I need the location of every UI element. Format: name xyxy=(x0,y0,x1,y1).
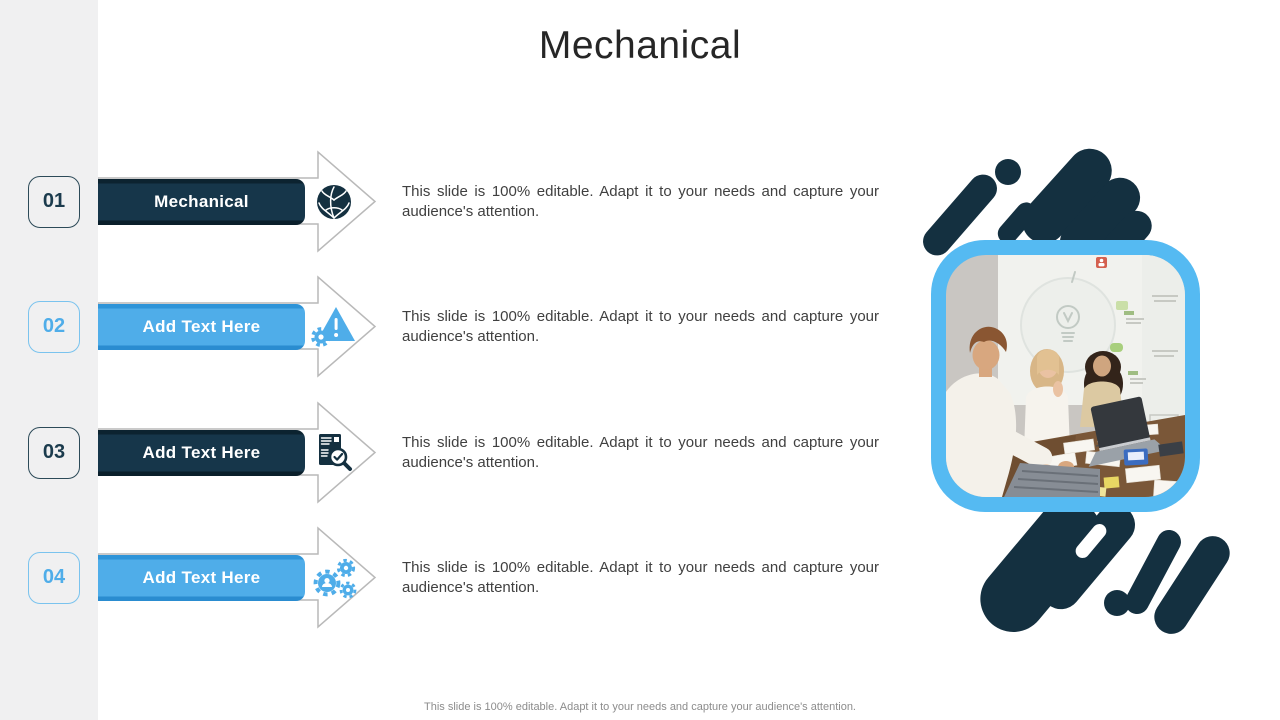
list-row-02 xyxy=(28,274,888,380)
list-row-04 xyxy=(28,525,888,631)
step-title-banner[interactable]: Add Text Here xyxy=(98,304,305,350)
step-number-badge: 03 xyxy=(28,427,80,479)
team-meeting-photo xyxy=(941,255,1185,498)
gear-warning-icon xyxy=(308,301,360,353)
step-number-badge: 04 xyxy=(28,552,80,604)
decorative-graphic-cluster xyxy=(895,120,1235,665)
step-title-banner[interactable]: Add Text Here xyxy=(98,555,305,601)
list-row-03 xyxy=(28,400,888,506)
step-description: This slide is 100% editable. Adapt it to your needs and capture your audience's attention. xyxy=(402,559,879,596)
inspection-report-icon xyxy=(308,427,360,479)
step-description: This slide is 100% editable. Adapt it to your needs and capture your audience's attention. xyxy=(402,308,879,345)
gears-icon xyxy=(308,552,360,604)
step-title-banner[interactable]: Add Text Here xyxy=(98,430,305,476)
list-row-01 xyxy=(28,149,888,255)
mechanical-mind-icon xyxy=(308,176,360,228)
step-description: This slide is 100% editable. Adapt it to your needs and capture your audience's attention. xyxy=(402,183,879,220)
step-number-badge: 01 xyxy=(28,176,80,228)
footer-note: This slide is 100% editable. Adapt it to your needs and capture your audience's attention. xyxy=(424,701,856,713)
step-title-banner[interactable]: Mechanical xyxy=(98,179,305,225)
page-title: Mechanical xyxy=(538,24,742,67)
step-description: This slide is 100% editable. Adapt it to your needs and capture your audience's attention. xyxy=(402,434,879,471)
step-number-badge: 02 xyxy=(28,301,80,353)
